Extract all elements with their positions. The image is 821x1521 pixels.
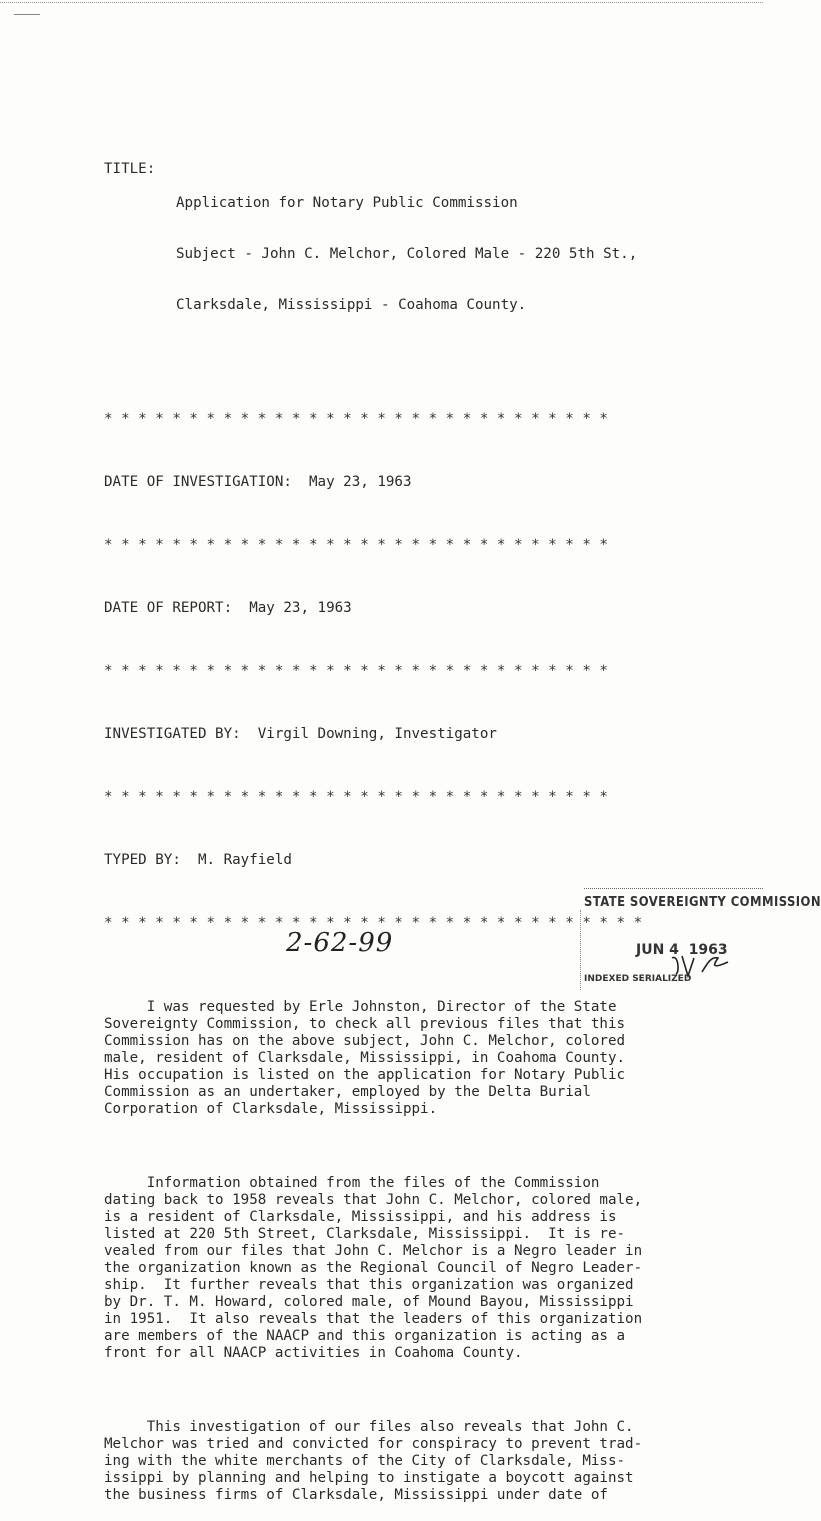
paragraph-line: ship. It further reveals that this organization was organized (104, 1277, 634, 1293)
stamp-dotted-rule (584, 888, 763, 889)
paragraph-line: listed at 220 5th Street, Clarksdale, Mississippi. It is re- (104, 1226, 626, 1242)
paragraph-line: vealed from our files that John C. Melchor is a Negro leader in (104, 1243, 643, 1259)
stamp-indexed: INDEXED SERIALIZED (584, 974, 692, 984)
paragraph-line: is a resident of Clarksdale, Mississippi, and his address is (104, 1209, 617, 1225)
separator: * * * * * * * * * * * * * * * * * * * * * * * * * * * * * * (104, 663, 608, 679)
investigation-date: DATE OF INVESTIGATION: May 23, 1963 (104, 474, 412, 490)
separator: * * * * * * * * * * * * * * * * * * * * * * * * * * * * * * (104, 411, 608, 427)
stamp-title: STATE SOVEREIGNTY COMMISSION (584, 894, 821, 910)
separator: * * * * * * * * * * * * * * * * * * * * * * * * * * * * * * (104, 537, 608, 553)
paragraph-1 (104, 999, 674, 1118)
title-lines (176, 161, 637, 348)
paragraph-line: front for all NAACP activities in Coahoma County. (104, 1345, 523, 1361)
paragraph-line: Sovereignty Commission, to check all previous files that this (104, 1016, 626, 1032)
title-line: Application for Notary Public Commission (176, 195, 518, 211)
stamp-dotted-edge (580, 910, 581, 990)
title-block (104, 161, 684, 348)
paragraph-line: Melchor was tried and convicted for conspiracy to prevent trad- (104, 1436, 643, 1452)
title-label: TITLE: (104, 161, 156, 177)
paragraph-2 (104, 1175, 674, 1362)
paragraph-line: the organization known as the Regional Council of Negro Leader- (104, 1260, 643, 1276)
paragraph-line: are members of the NAACP and this organization is acting as a (104, 1328, 626, 1344)
paragraph-3 (104, 1419, 674, 1504)
paragraph-line: ing with the white merchants of the City of Clarksdale, Miss- (104, 1453, 626, 1469)
corner-mark (14, 14, 40, 15)
title-line: Clarksdale, Mississippi - Coahoma County. (176, 297, 527, 313)
paragraph-line: His occupation is listed on the application for Notary Public (104, 1067, 626, 1083)
paragraph-line: by Dr. T. M. Howard, colored male, of Mound Bayou, Mississippi (104, 1294, 634, 1310)
paragraph-line: issippi by planning and helping to instigate a boycott against (104, 1470, 634, 1486)
title-line: Subject - John C. Melchor, Colored Male - 220 5th St., (176, 246, 638, 262)
commission-stamp (584, 880, 821, 990)
stamp-date: JUN 4 1963 (636, 942, 728, 958)
top-edge-rule (0, 2, 763, 3)
typed-by: TYPED BY: M. Rayfield (104, 852, 292, 868)
paragraph-line: in 1951. It also reveals that the leaders of this organization (104, 1311, 643, 1327)
paragraph-line: dating back to 1958 reveals that John C. Melchor, colored male, (104, 1192, 643, 1208)
paragraph-line: Commission has on the above subject, John C. Melchor, colored (104, 1033, 626, 1049)
handwritten-file-number: 2-62-99 (286, 928, 394, 958)
separator: * * * * * * * * * * * * * * * * * * * * * * * * * * * * * * (104, 789, 608, 805)
paragraph-line: Commission as an undertaker, employed by the Delta Burial (104, 1084, 591, 1100)
paragraph-line: male, resident of Clarksdale, Mississippi, in Coahoma County. (104, 1050, 626, 1066)
paragraph-line: Corporation of Clarksdale, Mississippi. (104, 1101, 438, 1117)
paragraph-line: I was requested by Erle Johnston, Director of the State (104, 999, 617, 1015)
investigated-by: INVESTIGATED BY: Virgil Downing, Investigator (104, 726, 497, 742)
separator: * * * * * * * * * * * * * * * * * * * * * * * * * * * * * * * * (104, 915, 643, 931)
paragraph-line: Information obtained from the files of the Commission (104, 1175, 600, 1191)
report-body (104, 110, 684, 1521)
paragraph-line: This investigation of our files also reveals that John C. (104, 1419, 634, 1435)
paragraph-line: the business firms of Clarksdale, Mississippi under date of (104, 1487, 608, 1503)
report-date: DATE OF REPORT: May 23, 1963 (104, 600, 352, 616)
